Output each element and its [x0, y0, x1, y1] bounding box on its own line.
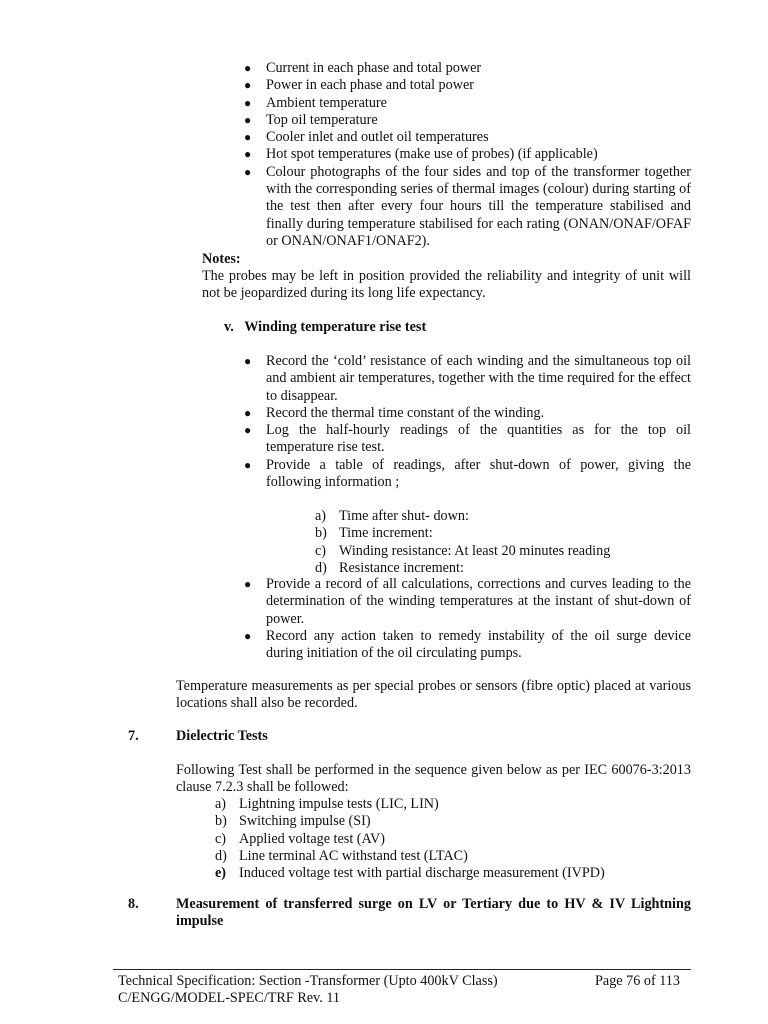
footer-spec-title: Technical Specification: Section -Transformer (Upto 400kV Class)	[118, 973, 498, 989]
list-item: e) Induced voltage test with partial discharge measurement (IVPD)	[215, 865, 605, 882]
list-item: c) Applied voltage test (AV)	[215, 830, 385, 847]
section-v-number: v.	[224, 319, 234, 335]
bullet-icon: ●	[244, 577, 252, 591]
bullet-icon: ●	[244, 112, 252, 127]
list-item: d) Line terminal AC withstand test (LTAC)	[215, 847, 468, 864]
bullet-icon: ●	[244, 354, 252, 368]
footer-divider	[113, 969, 691, 970]
bullet-icon: ●	[244, 164, 252, 179]
list-item: ● Record the ‘cold’ resistance of each winding and the simultaneous top oil and ambient air temperatures, together with the time required for the effect to disappear.	[244, 353, 691, 404]
list-item: b) Time increment:	[315, 525, 433, 542]
list-item: ● Colour photographs of the four sides and top of the transformer together with the corresponding series of thermal images (colour) during starting of the test then after every four hours till the temperature stabilised and finally during temperature stabilised for each rating (ONAN/ONAF/OFAF or ONAN/ONAF1/ONAF2).	[244, 163, 691, 249]
list-item: ● Log the half-hourly readings of the quantities as for the top oil temperature rise test.	[244, 422, 691, 456]
footer-page-number: Page 76 of 113	[595, 973, 680, 989]
section-v-bullets-after	[244, 576, 691, 662]
notes-heading: Notes:	[202, 251, 241, 267]
section-7-items	[215, 796, 691, 882]
bullet-icon: ●	[244, 95, 252, 110]
bullet-icon: ●	[244, 423, 252, 438]
list-item: a) Time after shut- down:	[315, 508, 469, 524]
section-7-intro: Following Test shall be performed in the sequence given below as per IEC 60076-3:2013 clause 7.2.3 shall be followed:	[176, 762, 691, 796]
top-bullet-list	[244, 60, 691, 250]
list-item: d) Resistance increment:	[315, 559, 464, 576]
notes-text: The probes may be left in position provided the reliability and integrity of unit will not be jeopardized during its long life expectancy.	[202, 268, 691, 302]
list-item: ● Hot spot temperatures (make use of probes) (if applicable)	[244, 146, 598, 163]
list-item: ● Provide a record of all calculations, corrections and curves leading to the determination of the winding temperatures at the instant of shut-down of power.	[244, 576, 691, 627]
list-item: ● Record the thermal time constant of the winding.	[244, 404, 545, 421]
list-item: ● Record any action taken to remedy instability of the oil surge device during initiation of the oil circulating pumps.	[244, 627, 691, 662]
list-item: ● Top oil temperature	[244, 111, 378, 128]
list-item: ● Power in each phase and total power	[244, 77, 475, 94]
section-v-closing: Temperature measurements as per special probes or sensors (fibre optic) placed at various locations shall also be recorded.	[176, 678, 691, 712]
section-8-number: 8.	[128, 896, 139, 912]
list-item: ● Ambient temperature	[244, 94, 387, 111]
section-v-heading	[224, 319, 426, 336]
bullet-icon: ●	[244, 405, 252, 420]
section-7-number: 7.	[128, 728, 139, 744]
list-item: a) Lightning impulse tests (LIC, LIN)	[215, 796, 439, 812]
section-v-title: Winding temperature rise test	[244, 319, 427, 335]
section-v-sub-items	[315, 508, 689, 577]
footer-spec-code: C/ENGG/MODEL-SPEC/TRF Rev. 11	[118, 990, 341, 1006]
section-v-bullets	[244, 353, 691, 491]
bullet-icon: ●	[244, 78, 252, 93]
bullet-icon: ●	[244, 628, 252, 643]
bullet-icon: ●	[244, 130, 252, 145]
list-item: ● Provide a table of readings, after shut-down of power, giving the following information ;	[244, 456, 691, 491]
section-8-title: Measurement of transferred surge on LV or Tertiary due to HV & IV Lightning impulse	[176, 896, 691, 930]
bullet-icon: ●	[244, 457, 252, 472]
list-item: ● Current in each phase and total power	[244, 60, 482, 76]
bullet-icon: ●	[244, 61, 252, 75]
list-item: ● Cooler inlet and outlet oil temperatures	[244, 129, 489, 146]
section-7-title: Dielectric Tests	[176, 728, 268, 744]
bullet-icon: ●	[244, 147, 252, 162]
list-item: b) Switching impulse (SI)	[215, 813, 371, 830]
list-item: c) Winding resistance: At least 20 minutes reading	[315, 542, 611, 559]
